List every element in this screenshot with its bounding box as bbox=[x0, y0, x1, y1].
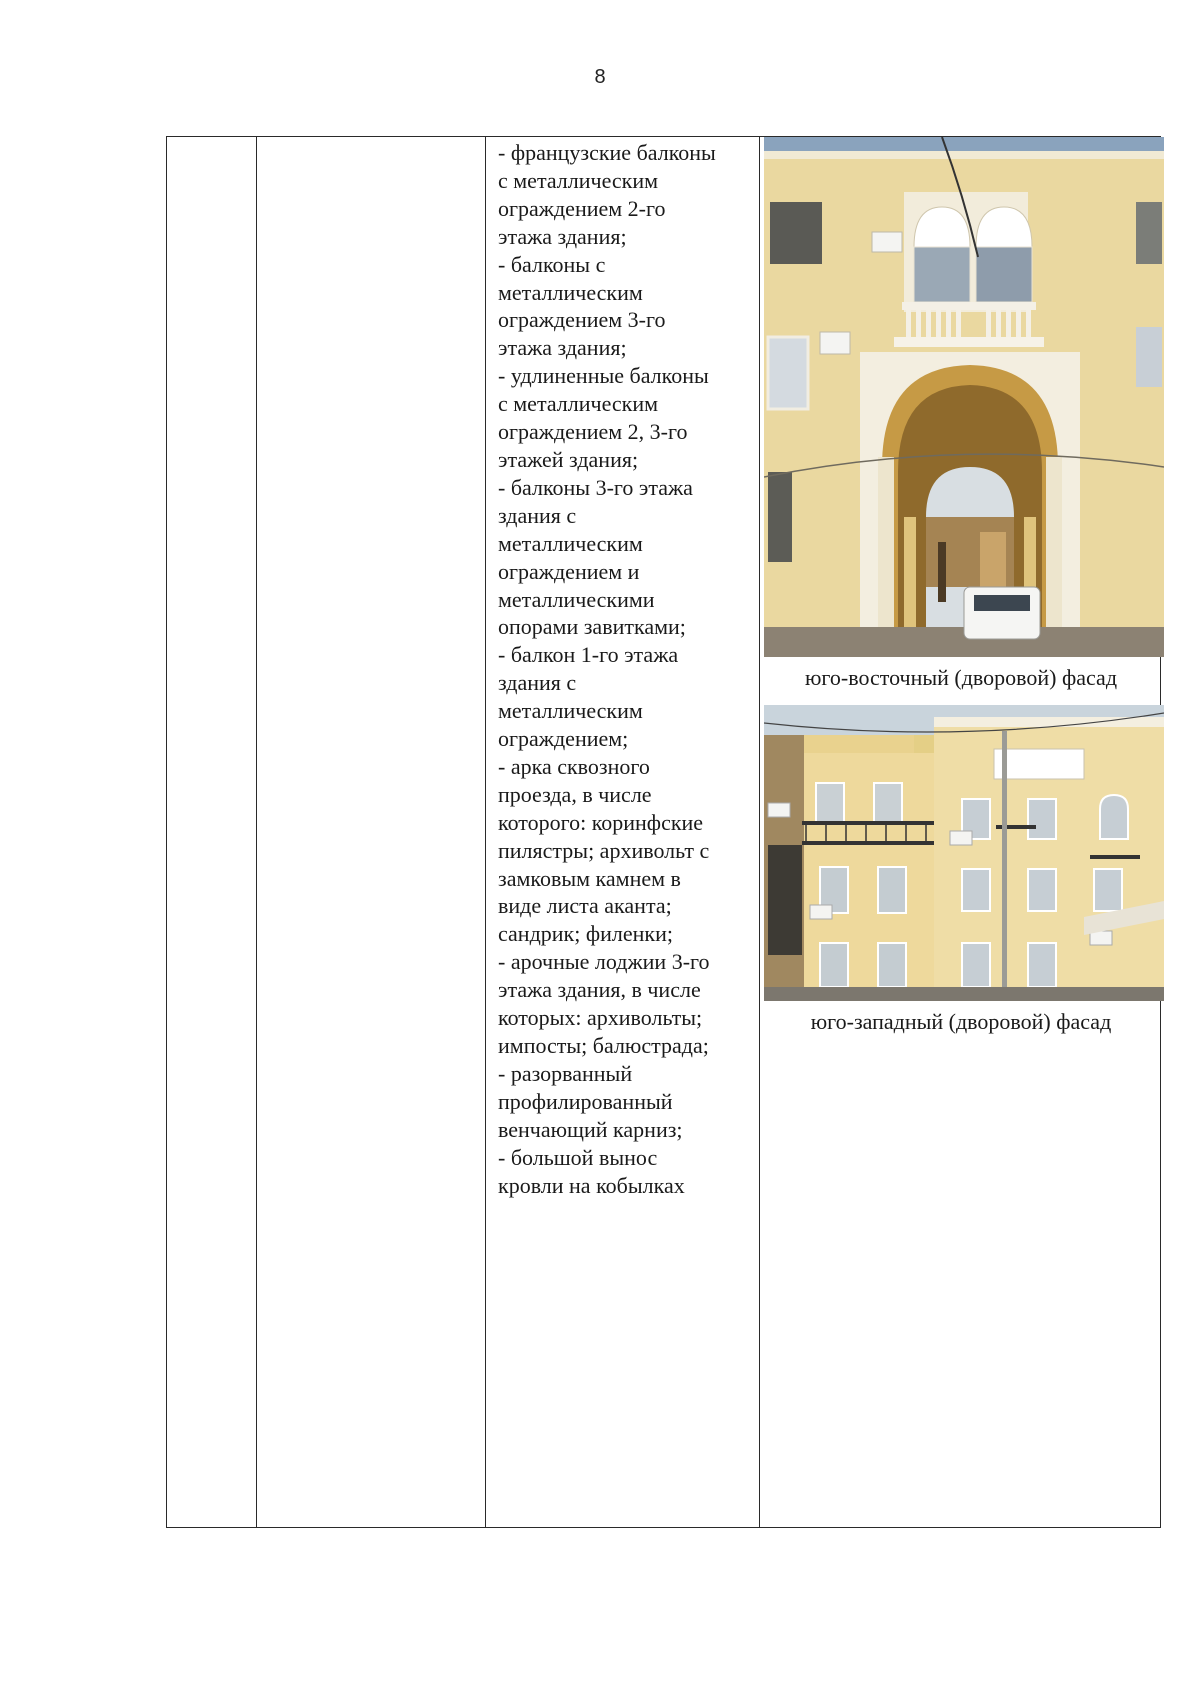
description-line: - балкон 1-го этажа bbox=[498, 642, 679, 668]
description-line: сандрик; филенки; bbox=[498, 921, 673, 947]
table-cell-description bbox=[486, 137, 760, 1528]
description-line: металлическим bbox=[498, 698, 643, 724]
description-line: металлическим bbox=[498, 279, 643, 305]
description-line: - балконы с bbox=[498, 251, 606, 277]
description-list bbox=[486, 137, 759, 1199]
description-line: - французские балконы bbox=[498, 140, 716, 165]
description-line: здания с bbox=[498, 670, 577, 696]
page-number: 8 bbox=[594, 66, 606, 88]
description-line: опорами завитками; bbox=[498, 614, 686, 640]
table-cell-photos bbox=[760, 137, 1161, 1528]
description-line: - балконы 3-го этажа bbox=[498, 474, 693, 500]
description-line: кровли на кобылках bbox=[498, 1172, 685, 1198]
description-line: ограждением и bbox=[498, 558, 640, 584]
photo-southeast-facade bbox=[764, 137, 1164, 657]
table-row bbox=[167, 137, 1161, 1528]
description-line: проезда, в числе bbox=[498, 781, 652, 807]
description-line: венчающий карниз; bbox=[498, 1116, 683, 1142]
description-line: которых: архивольты; bbox=[498, 1005, 703, 1031]
description-line: этажа здания; bbox=[498, 335, 627, 361]
description-line: этажа здания, в числе bbox=[498, 977, 701, 1003]
description-line: - большой вынос bbox=[498, 1144, 658, 1170]
description-line: с металлическим bbox=[498, 391, 659, 417]
description-line: с металлическим bbox=[498, 167, 659, 193]
description-line: профилированный bbox=[498, 1088, 673, 1114]
photo-southwest-facade bbox=[764, 705, 1164, 1001]
table-cell-number bbox=[167, 137, 257, 1528]
description-line: - арка сквозного bbox=[498, 753, 650, 779]
description-line: импосты; балюстрада; bbox=[498, 1033, 709, 1058]
description-line: пилястры; архивольт с bbox=[498, 837, 710, 863]
description-line: - удлиненные балконы bbox=[498, 363, 709, 389]
photo-southwest-block bbox=[760, 705, 1160, 1041]
description-line: замковым камнем в bbox=[498, 865, 681, 891]
description-line: металлическими bbox=[498, 586, 655, 612]
description-line: металлическим bbox=[498, 530, 643, 556]
photo-southeast-block bbox=[760, 137, 1160, 697]
description-line: - разорванный bbox=[498, 1060, 633, 1086]
description-line: ограждением 2-го bbox=[498, 195, 666, 221]
description-line: ограждением 3-го bbox=[498, 307, 666, 333]
description-line: виде листа аканта; bbox=[498, 893, 672, 919]
description-line: ограждением; bbox=[498, 726, 629, 752]
table-cell-name bbox=[257, 137, 486, 1528]
description-line: этажа здания; bbox=[498, 223, 627, 249]
description-line: здания с bbox=[498, 502, 577, 528]
description-line: этажей здания; bbox=[498, 446, 639, 472]
description-line: которого: коринфские bbox=[498, 809, 704, 835]
description-line: - арочные лоджии 3-го bbox=[498, 949, 710, 975]
monument-table bbox=[166, 136, 1161, 1528]
photo-southeast-caption: юго-восточный (дворовой) фасад bbox=[804, 665, 1118, 690]
description-line: ограждением 2, 3-го bbox=[498, 419, 688, 445]
photo-southwest-caption: юго-западный (дворовой) фасад bbox=[810, 1009, 1112, 1034]
